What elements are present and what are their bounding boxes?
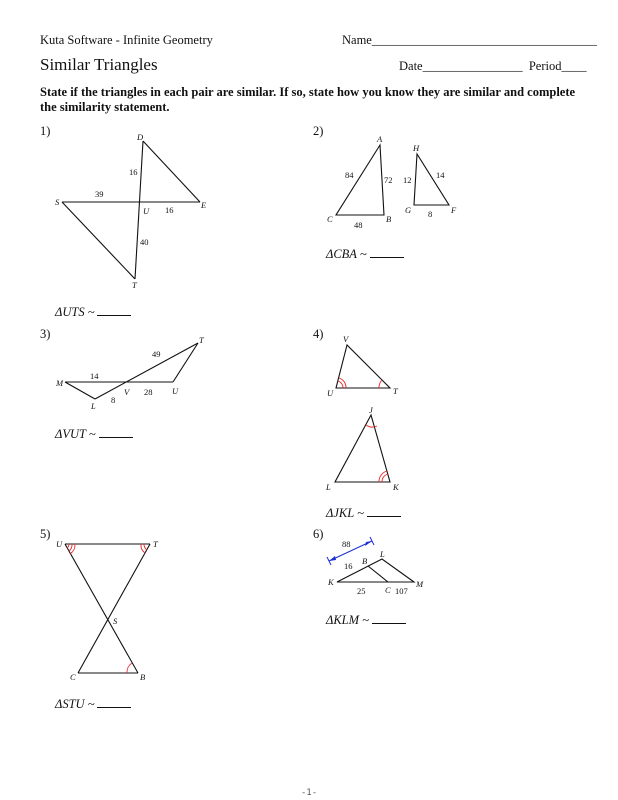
problem-3-statement[interactable]: ΔVUT ~: [55, 427, 133, 442]
instructions: State if the triangles in each pair are similar. If so, state how you know they are similar and complete the similarity statement.: [40, 85, 576, 114]
vertex-label: V: [124, 387, 130, 397]
angle-mark-K-inner: [382, 474, 388, 482]
vertex-label: T: [132, 280, 137, 290]
problem-6-number: 6): [313, 527, 324, 541]
triangle-JLK: [335, 415, 390, 482]
period-blank[interactable]: ____: [561, 59, 587, 73]
vertex-label: T: [199, 335, 204, 345]
angle-mark-T-1: [144, 544, 147, 550]
measure-label: 16: [165, 205, 174, 215]
vertex-label: B: [386, 214, 392, 224]
vertex-label: E: [201, 200, 207, 210]
worksheet-title: Similar Triangles: [40, 55, 158, 74]
segment-ST: [62, 202, 135, 279]
measure-label: 39: [95, 189, 104, 199]
problem-5-statement[interactable]: ΔSTU ~: [55, 697, 131, 712]
vertex-label: M: [416, 579, 424, 589]
measure-label: 88: [342, 539, 351, 549]
measure-label: 84: [345, 170, 354, 180]
measure-label: 40: [140, 237, 149, 247]
vertex-label: S: [113, 616, 118, 626]
measure-label: 48: [354, 220, 363, 230]
date-label: Date: [399, 59, 423, 73]
problem-2-number: 2): [313, 124, 324, 138]
vertex-label: K: [328, 577, 334, 587]
vertex-label: U: [143, 206, 150, 216]
measure-label: 16: [344, 561, 353, 571]
vertex-label: V: [343, 334, 349, 344]
figure-5: [65, 544, 150, 673]
angle-marks: [67, 378, 388, 673]
segment-TC: [78, 544, 150, 673]
problem-2-statement[interactable]: ΔCBA ~: [326, 247, 404, 262]
name-blank: ____________________________________: [371, 33, 597, 47]
problem-3-number: 3): [40, 327, 51, 341]
problem-4-number: 4): [313, 327, 324, 341]
angle-mark-U-1: [67, 544, 69, 548]
segment-DE: [143, 141, 200, 202]
vertex-label: B: [140, 672, 146, 682]
arrowhead-left: [329, 556, 336, 561]
angle-mark-U-2: [69, 544, 72, 551]
vertex-label: D: [137, 132, 144, 142]
vertex-label: L: [380, 549, 385, 559]
vertex-label: G: [405, 205, 412, 215]
measure-label: 8: [111, 395, 116, 405]
vertex-label: U: [172, 386, 179, 396]
figure-4: [335, 345, 390, 482]
vertex-label: U: [56, 539, 63, 549]
segment-ML: [65, 382, 95, 399]
vertex-label: S: [55, 197, 60, 207]
page-number: -1-: [300, 788, 318, 798]
publisher-label: Kuta Software - Infinite Geometry: [40, 33, 213, 47]
measure-label: 16: [129, 167, 138, 177]
vertex-label: H: [413, 143, 420, 153]
segment-UB: [65, 544, 138, 673]
measure-label: 72: [384, 175, 393, 185]
date-blank[interactable]: ________________: [422, 59, 523, 73]
measure-label: 107: [395, 586, 408, 596]
angle-mark-K-outer: [379, 471, 387, 482]
problem-1-statement[interactable]: ΔUTS ~: [55, 305, 131, 320]
vertex-label: A: [377, 134, 383, 144]
vertex-label: B: [362, 556, 368, 566]
angle-mark-T: [379, 380, 382, 388]
vertex-label: J: [369, 405, 373, 415]
measure-label: 12: [403, 175, 412, 185]
segment-UT: [173, 343, 198, 382]
vertex-label: L: [91, 401, 96, 411]
problem-4-statement[interactable]: ΔJKL ~: [326, 506, 401, 521]
problem-1-number: 1): [40, 124, 51, 138]
vertex-label: C: [70, 672, 76, 682]
vertex-label: C: [327, 214, 333, 224]
triangle-ABC: [336, 145, 384, 215]
angle-mark-J: [366, 425, 377, 427]
measure-label: 14: [436, 170, 445, 180]
vertex-label: L: [326, 482, 331, 492]
vertex-label: K: [393, 482, 399, 492]
vertex-label: U: [327, 388, 334, 398]
problem-5-number: 5): [40, 527, 51, 541]
measure-label: 8: [428, 209, 433, 219]
vertex-label: C: [385, 585, 391, 595]
period-label: Period: [528, 59, 562, 73]
angle-mark-U-outer: [338, 381, 343, 388]
vertex-label: T: [153, 539, 158, 549]
measure-label: 25: [357, 586, 366, 596]
angle-mark-B: [127, 663, 132, 673]
vertex-label: F: [451, 205, 457, 215]
figure-2: [336, 145, 449, 215]
figure-1: [62, 141, 200, 279]
segment-DT: [135, 141, 143, 279]
segment-BC: [368, 566, 388, 582]
vertex-label: M: [56, 378, 64, 388]
measure-label: 49: [152, 349, 161, 359]
problem-6-statement[interactable]: ΔKLM ~: [326, 613, 406, 628]
measure-label: 14: [90, 371, 99, 381]
name-label: Name: [342, 33, 372, 47]
measure-label: 28: [144, 387, 153, 397]
vertex-label: T: [393, 386, 398, 396]
